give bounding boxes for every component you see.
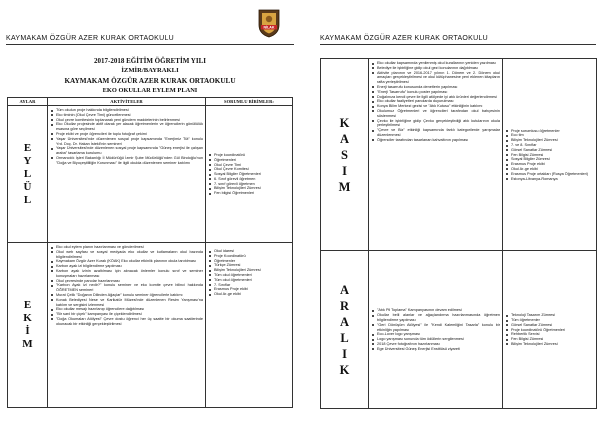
responsible-item: 6. Sınıf görevli öğretmen: [214, 177, 290, 182]
activity-item: Konak Belediyesi Nese ve Karikatür Müzesi'nde düzenlenen Resim Yarışması'na katılım ve sergisini izlenmesi: [56, 297, 203, 307]
responsible-item: Eco tim: [511, 133, 594, 138]
responsible-item: 7. sınıf görevli öğretmen: [214, 182, 290, 187]
activity-item: Eko okullar mesajı hazırlanıp öğrencilere dağıtılması: [56, 307, 203, 312]
activity-item: Kaymakam Özgür Azer Kurak (KÖAK) Eko okullar etkinlik planının okula tanıtılması: [56, 259, 203, 264]
activity-item: Eko Okullar projesinde aktif olarak yer alacak öğretmenlerin ve öğrencilerin gönüllülük esasına göre seçilmesi: [56, 122, 203, 132]
responsible-item: Rehberlik Servisi: [511, 332, 594, 337]
activity-item: Doğalınıza kendi çevre ile ilgili atölyede iyi atık ürünleri değerlendirmesi: [377, 95, 500, 100]
activities-ekim: [48, 243, 206, 408]
responsible-item: Proje sorumlusu öğretmenler: [511, 129, 594, 134]
activity-item: Konya Bilim Merkezi gezisi ve "Atık Kutusu" etkinliğinin katılımı: [377, 104, 500, 109]
left-plan-table: [7, 97, 293, 408]
activity-item: Logo yarışması sonunda tüm ödüllerin sergilenmesi: [377, 337, 500, 342]
responsible-item: Fen Bilgisi Zümresi: [511, 153, 594, 158]
responsible-item: Okul idaresi: [214, 249, 290, 254]
activity-item: Eko timinin (Okul Çevre Timi) güncellenmesi: [56, 113, 203, 118]
activity-item: Okul web sayfası ve sosyal medyada eko okullar ve kutlamaların okul bazında bilgilendirilmesi: [56, 249, 203, 259]
header-months: AYLAR: [8, 98, 48, 106]
responsible-item: Bilişim Teknolojileri Zümresi: [511, 138, 594, 143]
activity-item: Eco-Lover logo yarışması: [377, 332, 500, 337]
month-row-eylul: [8, 106, 293, 243]
responsible-item: Öğretmenler: [214, 259, 290, 264]
responsible-item: Türkçe Zümresi: [214, 263, 290, 268]
responsible-item: Bilişim Teknolojileri Zümresi: [214, 268, 290, 273]
responsible-item: Estonya-Litvanya-Romanya: [511, 177, 594, 182]
activity-item: "Enerji Tasarrufu" konulu poster yapılması: [377, 90, 500, 95]
responsible-item: Proje Koordinatörü: [214, 254, 290, 259]
logo-text: NİLAK: [263, 25, 275, 30]
activity-item: Karbon ayak izi bilgilendirme yapılması: [56, 264, 203, 269]
activity-item: Ege Üniversitesi Güneş Enerjisi Enstitüsü ziyareti: [377, 347, 500, 352]
responsible-item: Bilişim Teknolojileri Zümresi: [511, 342, 594, 347]
title-place: İZMİR/BAYRAKLI: [121, 67, 179, 74]
responsible-item: Erasmus Proje ortakları (Rusya Öğretmenleri): [511, 172, 594, 177]
responsible-item: Proje koordinatörü: [214, 153, 290, 158]
title-year: 2017-2018 EĞİTİM ÖĞRETİM YILI: [94, 57, 206, 65]
activity-item: Murat Çelik "Doğanın Dilinden Ağaçlar" konulu seminer öğrencilerle katılımı: [56, 293, 203, 298]
right-header-rule: [320, 44, 596, 45]
responsible-item: Görsel Sanatlar Zümresi: [511, 148, 594, 153]
activity-item: Eko okullar kapsamında yenilenmiş okul kurallarının yeniden yazılması: [377, 61, 500, 66]
responsible-item: Fen bilgisi Öğretmenleri: [214, 191, 290, 196]
responsible-eylul: [206, 106, 293, 243]
activity-item: Tüm okulun proje hakkında bilgilendirilmesi: [56, 108, 203, 113]
responsible-item: Tüm okul öğretmenleri: [214, 278, 290, 283]
header-responsible: SORUMLU BİRİMLER:: [206, 98, 293, 106]
activity-item: Yaşar Üniversitesi'nde düzenlenen sosyal proje kapsamında "Güneş enerjisi ile çalışan araba" tasarlama kurulumu: [56, 146, 203, 156]
activities-aralik: [369, 251, 503, 409]
activity-item: "Geri Dönüşüm Atölyesi" ile "Kendi Kalemliğini Tasarla" konulu bir etkinliğin yapılması: [377, 322, 500, 332]
activities-kasim: [369, 59, 503, 251]
activity-item: 2018 Çevre fotoğrafının hazırlanması: [377, 342, 500, 347]
responsible-item: Teknoloji Tasarım Zümresi: [511, 313, 594, 318]
responsible-kasim: [503, 59, 597, 251]
responsible-item: Okul Çevre Timi: [214, 163, 290, 168]
responsible-ekim: [206, 243, 293, 408]
month-row-ekim: [8, 243, 293, 408]
month-label-ekim: E K İ M: [8, 243, 48, 408]
responsible-item: 7. ve 8. Sınıflar: [511, 143, 594, 148]
responsible-item: Bilişim Teknolojileri Zümresi: [214, 186, 290, 191]
activity-item: Okul çevre komitesinin toplanarak yeni gündem maddelerinin belirlenmesi: [56, 118, 203, 123]
responsible-item: 7. Sınıflar: [214, 283, 290, 288]
activity-item: "Çevre ve Biz" etkinliği kapsamında farklı kategorilerde yarışmalar düzenlenmesi: [377, 128, 500, 137]
responsible-item: Okul Çevre Komitesi: [214, 167, 290, 172]
left-header-rule: [6, 44, 294, 45]
school-logo-icon: [256, 8, 282, 38]
responsible-item: Proje koordinatörü Öğretmenleri: [511, 328, 594, 333]
activity-item: Eko okul eylem planın hazırlanması ve gönderilmesi: [56, 245, 203, 250]
right-plan-table: [320, 58, 597, 409]
activity-item: "Karbon Ayak izi nedir?" konulu seminer ve eko komite çevre bilinci hakkında ÖĞRETMEN semineri: [56, 283, 203, 293]
responsible-aralik: [503, 251, 597, 409]
activity-item: "Bir sarıl bir çiçek" kampanyası ile çiçeklendirilmesi: [56, 312, 203, 317]
month-row-aralik: [321, 251, 597, 409]
activity-item: Ormancılık İşleri Bakanlığı İl Müdürlüğü İzmir Şube Müdürlüğü'nden Gül Bindoğlu'nun "Doğa ve Biyoçeşitliliğin Korunması" ile ilgili okulda düzenlenen seminer katılımı: [56, 155, 203, 165]
activity-item: Okullar belli alanlar ve ağaçlandırma hazırlanmasında öğretmen bilgilendirme yapılması: [377, 313, 500, 322]
right-header-school: KAYMAKAM ÖZGÜR AZER KURAK ORTAOKULU: [320, 35, 489, 42]
responsible-item: Sosyal Bilgiler Zümresi: [511, 157, 594, 162]
responsible-item: Erasmus Proje ekibi: [214, 287, 290, 292]
responsible-item: Okul Ar-ge ekibi: [511, 167, 594, 172]
month-label-kasim: K A S I M: [321, 59, 369, 251]
responsible-item: Tüm okul öğretmenleri: [214, 273, 290, 278]
activity-item: Belediye ile işbirliğine gidip okul gezi konularının dağıtılması: [377, 66, 500, 71]
activity-item: Okul çevresinde panolar hazırlanması: [56, 279, 203, 284]
activity-item: Çevko ile işbirliğine gidip Çevko gerçekleştirdiği atık kutularının okula yerleştirilmesi: [377, 118, 500, 128]
responsible-item: Tüm öğretmenler: [511, 318, 594, 323]
header-activities: AKTİVİTELER: [48, 98, 206, 106]
responsible-item: Öğretmenleri: [214, 158, 290, 163]
activity-item: Aktivite planının ve 2016-2017 yılının 1. Dönem ve 2. Dönem okul amaçları gerçekleştirilmesi ve okul kütüphanesine yeni eklenen kitapların rafta yerleştirilmesi: [377, 70, 500, 85]
activity-item: Yaşar Üniversitesi'nde düzenlenen sosyal proje kapsamında "Enerjimiz Tüt" konulu Yrd. Doç. Dr. Hakan İstekli'nin semineri: [56, 136, 203, 146]
responsible-item: Erasmus Proje ekibi: [511, 162, 594, 167]
title-plan: EKO OKULLAR EYLEM PLANI: [102, 87, 198, 94]
month-label-aralik: A R A L I K: [321, 251, 369, 409]
month-label-eylul: E Y L Ü L: [8, 106, 48, 243]
activity-item: Enerji tasarrufu konusunda denetlerin yapılması: [377, 85, 500, 90]
left-header-school: KAYMAKAM ÖZGÜR AZER KURAK ORTAOKULU: [6, 35, 175, 42]
responsible-item: Sosyal Bilgiler Öğretmenleri: [214, 172, 290, 177]
activities-eylul: [48, 106, 206, 243]
right-page: [300, 0, 600, 424]
activity-item: Okulumuz Öğretmenleri ve öğrencileri tarafından okul bahçesinin süslenmesi: [377, 108, 500, 118]
activity-item: Proje ekibi ve proje öğrencileri ile toplu fotoğraf çekimi: [56, 132, 203, 137]
responsible-item: Fen Bilgisi Zümresi: [511, 337, 594, 342]
activity-item: "Atık Pil Toplama" Kampanyasının devam edilmesi: [377, 308, 500, 313]
title-school: KAYMAKAM ÖZGÜR AZER KURAK ORTAOKULU: [64, 77, 236, 85]
activity-item: Öğrenciler tarafından tasarlanan kahvaltının yapılması: [377, 138, 500, 143]
activity-item: Karbon ayak izinin azaltılması için alınacak önlemler konulu sınıf ve seminer konuşmaları hazırlanması: [56, 268, 203, 278]
activity-item: Eko okullar faaliyetleri panolarda duyurulması: [377, 99, 500, 104]
month-row-kasim: [321, 59, 597, 251]
responsible-item: Görsel Sanatlar Zümresi: [511, 323, 594, 328]
responsible-item: Okul Ar-ge ekibi: [214, 292, 290, 297]
activity-item: "Doğa Okumaları Atölyesi" Çevre dostu öğrenci her üç saatte bir okuma saatlerinde okunacak bir etkinliği gerçekleştirilmesi: [56, 316, 203, 326]
